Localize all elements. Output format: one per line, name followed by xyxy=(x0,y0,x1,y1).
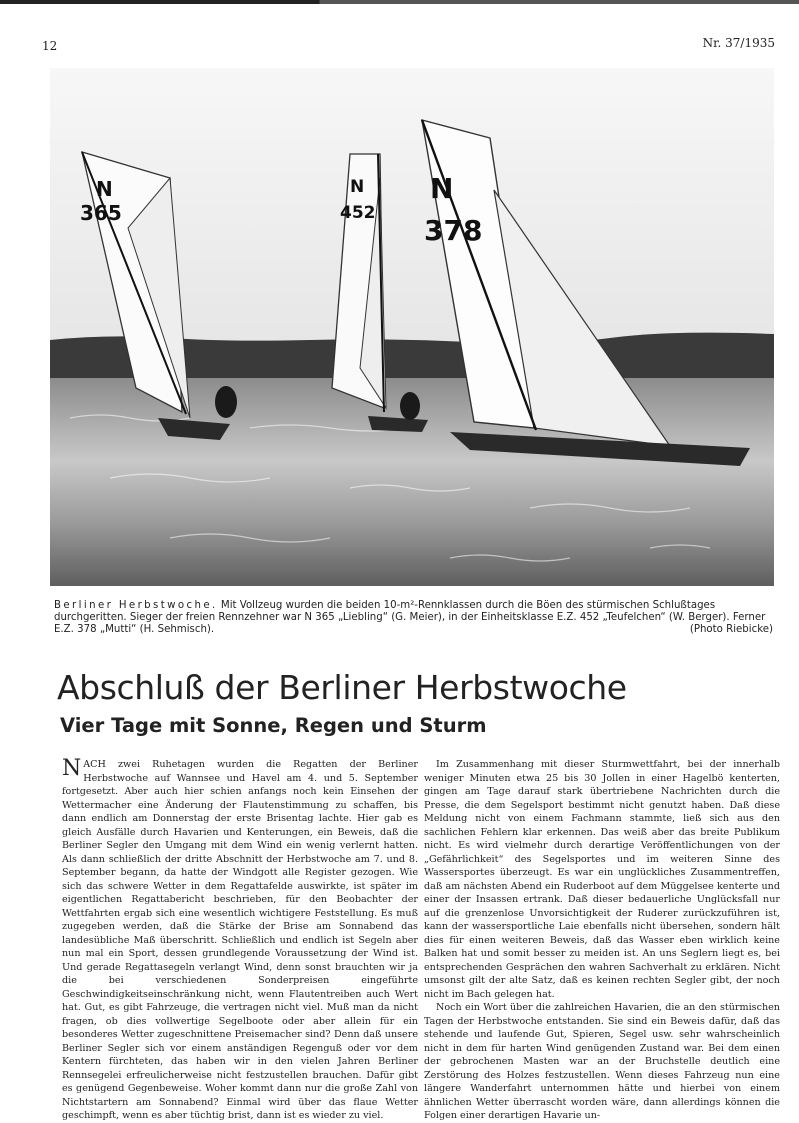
issue-number: Nr. 37/1935 xyxy=(702,36,775,50)
caption-lead: Berliner Herbstwoche. xyxy=(54,600,218,611)
column-1-text: ACH zwei Ruhetagen wurden die Regatten der Berliner Herbstwoche auf Wannsee und Havel am 4. und 5. September fortgesetzt. Aber auch hier schien anfangs noch kein Einsehen der Wettermacher eine Änderung der Flautenstimmung zu schaffen, bis dann endlich am Donnerstag der erste Brisentag lachte. Hier gab es gleich Ausfälle durch Havarien und Kenterungen, ein Beweis, daß die Berliner Segler den Umgang mit dem Wind ein wenig verlernt hatten. Als dann schließlich der dritte Abschnitt der Herbstwoche am 7. und 8. September begann, da hatte der Windgott alle Register gezogen. Wie sich das schwere Wetter in dem Regattafelde auswirkte, ist später im eigentlichen Regattabericht beschrieben, für den Beobachter der Wettfahrten ergab sich eine wesentlich wichtigere Feststellung. Es muß zugegeben werden, daß die Stärke der Brise am Sonnabend das landesübliche Maß überschritt. Schließlich und endlich ist Segeln aber nun mal ein Sport, dessen grundlegende Voraussetzung der Wind ist. Und gerade Regattasegeln verlangt Wind, denn sonst brauchten wir ja die bei verschiedenen Sonderpreisen eingeführte Geschwindigkeitseinschränkung nicht, wenn Flautentreiben auch Wert hat. Gut, es gibt Fahrzeuge, die vertragen nicht viel. Muß man da nicht fragen, ob dies vollwertige Segelboote oder aber allein für ein besonderes Wetter zugeschnittene Preisemacher sind? Denn daß unsere Berliner Segler sich vor einem anständigen Regenguß oder vor dem Kentern fürchteten, das haben wir in den vielen Jahren Berliner Rennsegelei erfreulicherweise nicht festzustellen brauchen. Dafür gibt es genügend Gegenbeweise. Woher kommt dann nur die große Zahl von Nichtstartern am Sonnabend? Einmal wird über das flaue Wetter geschimpft, wenn es aber tüchtig brist, dann ist es wieder zu viel. xyxy=(62,759,418,1121)
sail-letter-452: N xyxy=(350,177,365,197)
sail-letter-365: N xyxy=(96,177,113,201)
regatta-photo xyxy=(50,68,774,586)
column-2-paragraph-1: Im Zusammenhang mit dieser Sturmwettfahrt, bei der innerhalb weniger Minuten etwa 25 bis 30 Jollen in einer Hagelbö kenterten, gingen am Tage darauf stark übertriebene Nachrichten durch die Presse, die dem Segelsport bestimmt nicht genutzt haben. Daß diese Meldung nicht von einem Fachmann stammte, ließ sich aus den sachlichen Fehlern klar erkennen. Das weiß aber das breite Publikum nicht. Es wird vielmehr durch derartige Veröffentlichungen von der „Gefährlichkeit“ des Segelsportes und im weiteren Sinne des Wassersportes überzeugt. Es war ein unglückliches Zusammentreffen, daß am nächsten Abend ein Ruderboot auf dem Müggelsee kenterte und einer der Insassen ertrank. Daß dieser bedauerliche Unglücksfall nur auf die grenzenlose Unvorsichtigkeit der Ruderer zurückzuführen ist, kann der wassersportliche Laie ebenfalls nicht übersehen, sondern hält dies für einen weiteren Beweis, daß das Wasser eben wirklich keine Balken hat und somit besser zu meiden ist. An uns Seglern liegt es, bei entsprechenden Gesprächen den wahren Sachverhalt zu erklären. Nicht umsonst gilt der alte Satz, daß es keinen rechten Segler gibt, der noch nicht im Bach gelegen hat. xyxy=(424,759,780,1000)
top-rule xyxy=(0,0,799,4)
article-subtitle: Vier Tage mit Sonne, Regen und Sturm xyxy=(60,714,487,737)
page-number: 12 xyxy=(42,39,58,53)
sail-number-452: 452 xyxy=(340,203,376,223)
article-column-2 xyxy=(424,758,780,1123)
sail-letter-378: N xyxy=(430,172,454,205)
article-title: Abschluß der Berliner Herbstwoche xyxy=(57,668,627,707)
sail-number-365: 365 xyxy=(80,201,122,225)
article-column-1 xyxy=(62,758,418,1123)
column-2-paragraph-2: Noch ein Wort über die zahlreichen Havarien, die an den stürmischen Tagen der Herbstwoche entstanden. Sie sind ein Beweis dafür, daß das stehende und laufende Gut, Spieren, Segel usw. sehr wahrscheinlich nicht in dem für harten Wind genügenden Zustand war. Bei dem einen der gebrochenen Masten war an der Bruchstelle deutlich eine Zerstörung des Holzes festzustellen. Wenn dieses Fahrzeug nun eine längere Wanderfahrt unternommen hätte und hierbei von einem ähnlichen Wetter überrascht worden wäre, dann allerdings können die Folgen einer derartigen Havarie un- xyxy=(424,1002,780,1121)
photo-caption xyxy=(54,600,774,636)
sail-number-378: 378 xyxy=(424,214,483,247)
photo-credit: (Photo Riebicke) xyxy=(689,624,773,635)
drop-cap: N xyxy=(62,756,82,781)
caption-text: Mit Vollzeug wurden die beiden 10-m²-Rennklassen durch die Böen des stürmischen Schlußtages durchgeritten. Sieger der freien Rennzehner war N 365 „Liebling“ (G. Meier), in der Einheitsklasse E.Z. 452 „Teufelchen“ (W. Berger). Ferner E.Z. 378 „Mutti“ (H. Sehmisch). xyxy=(54,600,766,635)
